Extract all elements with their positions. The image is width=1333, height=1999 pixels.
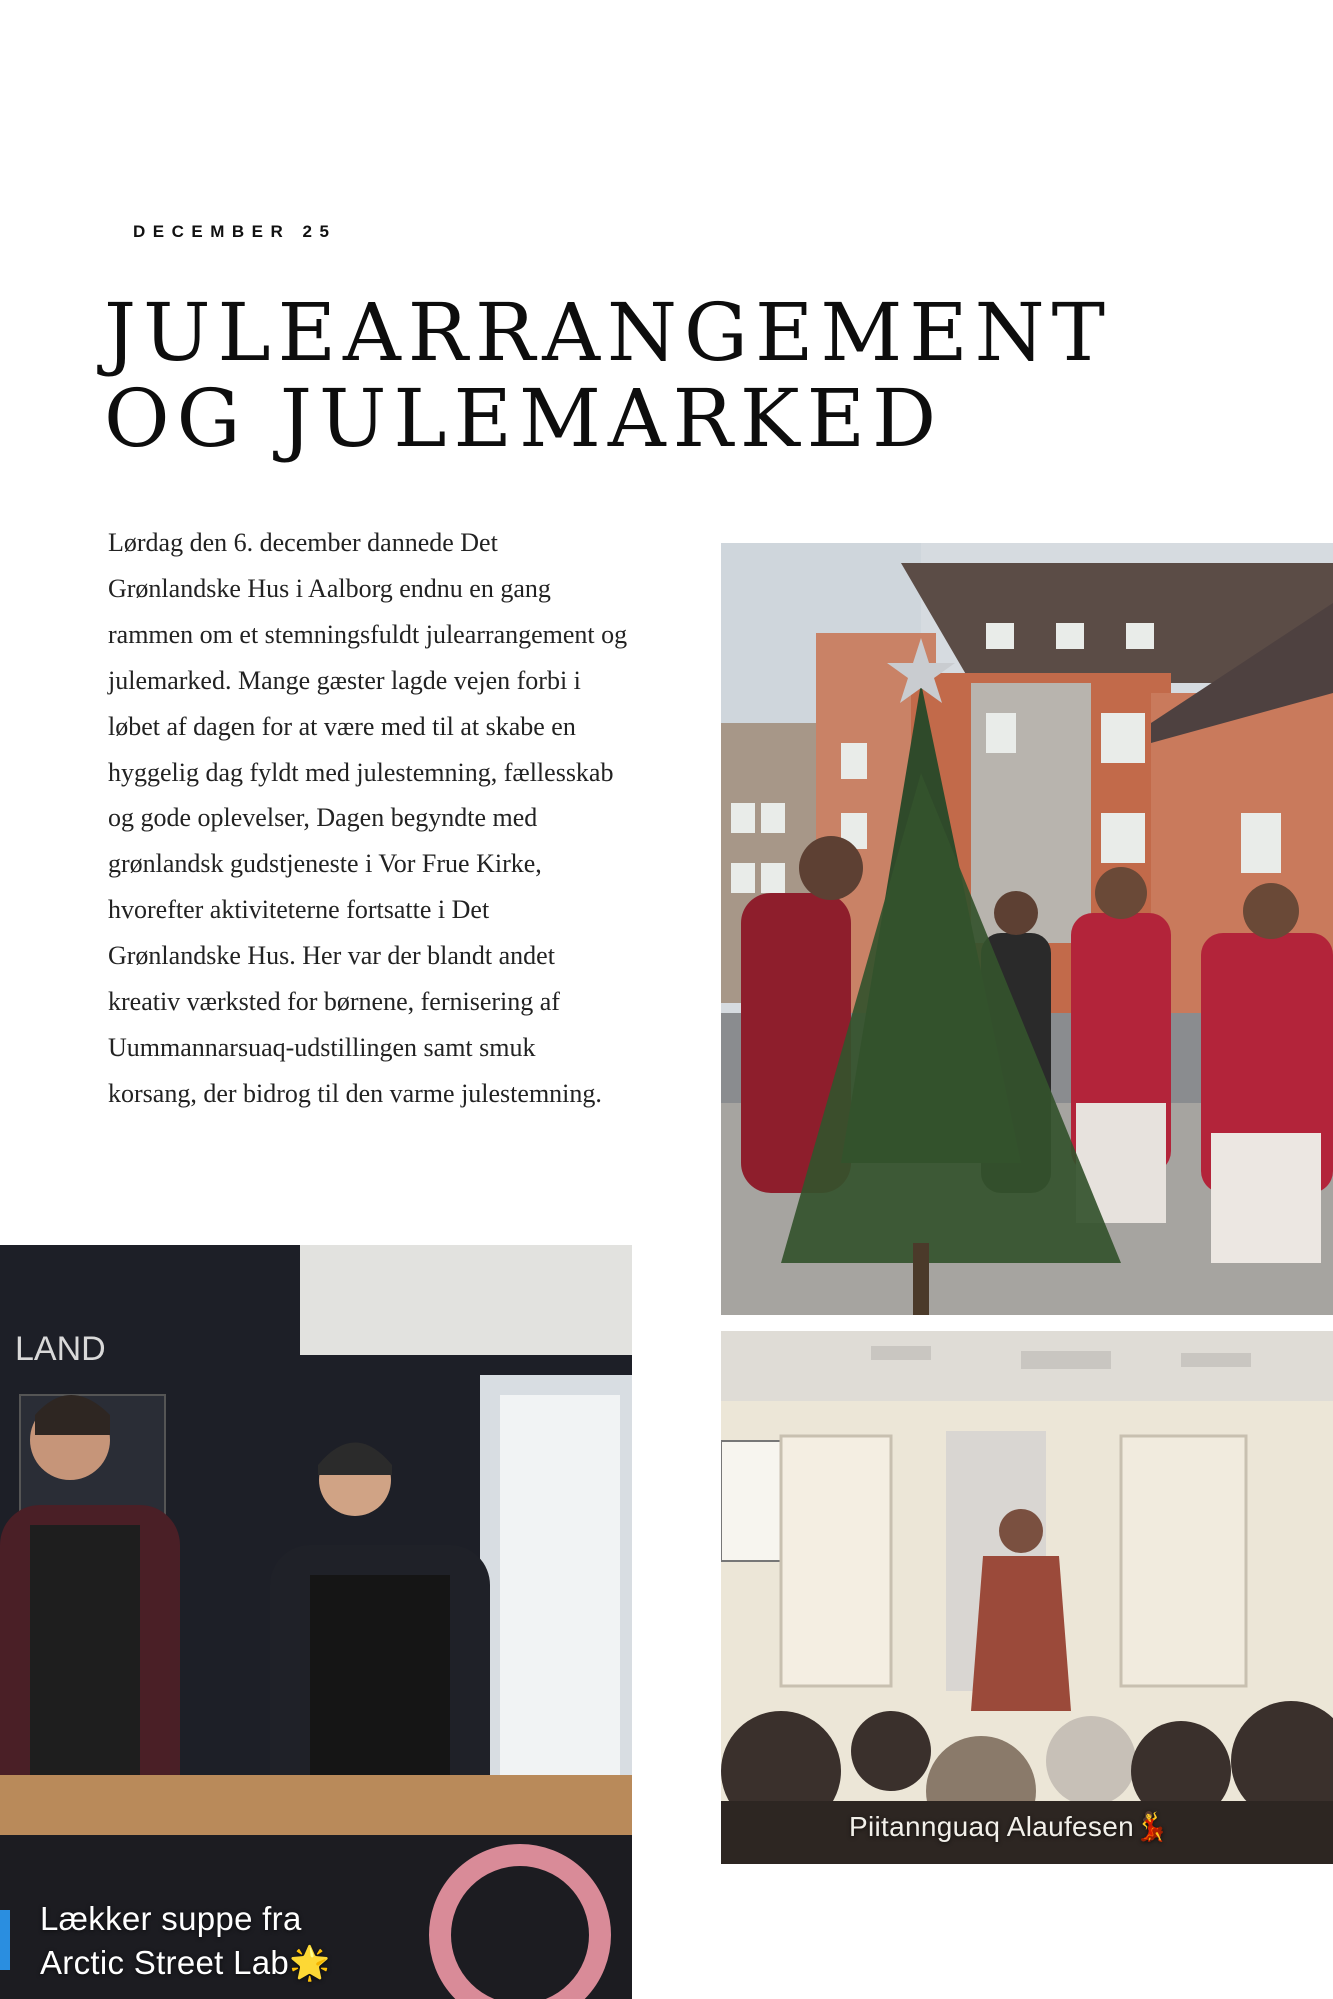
kitchen-caption-line-2 bbox=[40, 1941, 330, 1985]
hall-photo-image bbox=[721, 1331, 1333, 1864]
star-emoji-icon: 🌟 bbox=[289, 1944, 331, 1981]
chalkboard-text: LAND bbox=[15, 1330, 106, 1368]
kitchen-caption-line-1: Lækker suppe fra bbox=[40, 1900, 302, 1937]
kitchen-photo bbox=[0, 1245, 632, 1999]
hall-caption-text: Piitannguaq Alaufesen bbox=[849, 1811, 1134, 1842]
choir-photo bbox=[721, 543, 1333, 1315]
dancer-emoji-icon: 💃 bbox=[1133, 1811, 1170, 1842]
hall-caption bbox=[849, 1810, 1169, 1843]
title-line-2: OG JULEMARKED bbox=[104, 372, 944, 465]
kitchen-photo-image bbox=[0, 1245, 632, 1999]
hall-photo bbox=[721, 1331, 1333, 1864]
article-date: DECEMBER 25 bbox=[133, 222, 337, 241]
article-title bbox=[104, 286, 1113, 465]
title-line-1: JULEARRANGEMENT bbox=[104, 286, 1113, 379]
kitchen-caption bbox=[40, 1897, 330, 1985]
choir-photo-image bbox=[721, 543, 1333, 1315]
kitchen-caption-text: Arctic Street Lab bbox=[40, 1944, 290, 1981]
article-body: Lørdag den 6. december dannede Det Grønlandske Hus i Aalborg endnu en gang rammen om et stemningsfuldt julearrangement og julemarked. Mange gæster lagde vejen forbi i løbet af dagen for at være med til at skabe en hyggelig dag fyldt med julestemning, fællesskab og gode oplevelser, Dagen begyndte med grønlandsk gudstjeneste i Vor Frue Kirke, hvorefter aktiviteterne fortsatte i Det Grønlandske Hus. Her var der blandt andet kreativ værksted for børnene, fernisering af Uummannarsuaq-udstillingen samt smuk korsang, der bidrog til den varme julestemning. bbox=[108, 528, 628, 1108]
